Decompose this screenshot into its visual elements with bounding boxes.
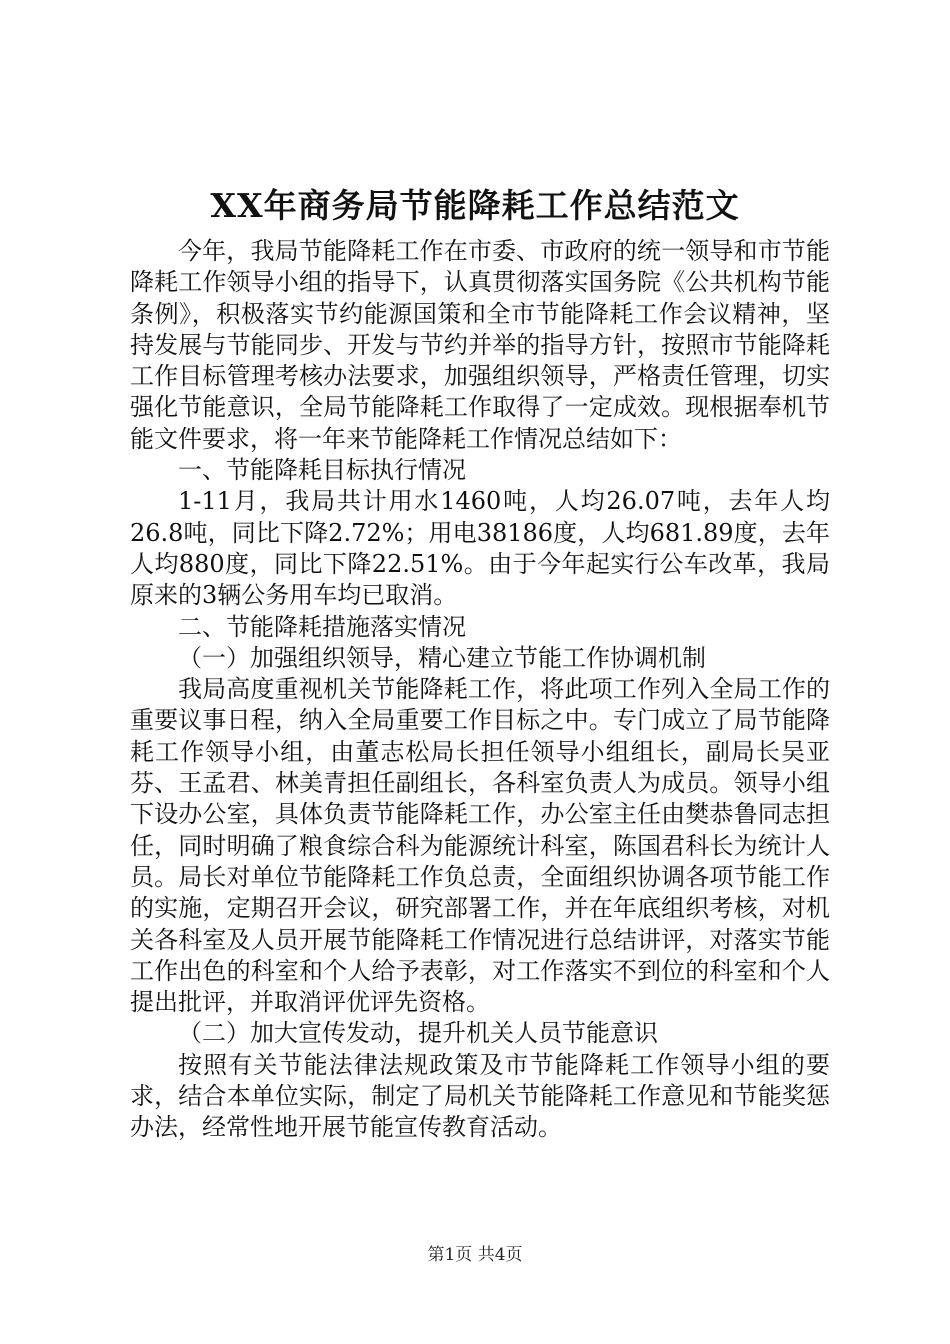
document-body xyxy=(130,236,830,1144)
paragraph-publicity: 按照有关节能法律法规政策及市节能降耗工作领导小组的要求，结合本单位实际，制定了局机关节能降耗工作意见和节能奖惩办法，经常性地开展节能宣传教育活动。 xyxy=(130,1050,830,1142)
intro-paragraph: 今年，我局节能降耗工作在市委、市政府的统一领导和市节能降耗工作领导小组的指导下，认真贯彻落实国务院《公共机构节能条例》，积极落实节约能源国策和全市节能降耗工作会议精神，坚持发展与节能同步、开发与节约并举的指导方针，按照市节能降耗工作目标管理考核办法要求，加强组织领导，严格责任管理，切实强化节能意识，全局节能降耗工作取得了一定成效。现根据奉机节能文件要求，将一年来节能降耗工作情况总结如下： xyxy=(130,237,830,453)
subsection-heading-1: （一）加强组织领导，精心建立节能工作协调机制 xyxy=(178,643,706,672)
paragraph-usage-stats: 1-11月，我局共计用水1460吨，人均26.07吨，去年人均26.8吨，同比下降2.72%；用电38186度，人均681.89度，去年人均880度，同比下降22.51%。由于今年起实行公车改革，我局原来的3辆公务用车均已取消。 xyxy=(130,487,830,610)
section-heading-2: 二、节能降耗措施落实情况 xyxy=(178,612,466,641)
paragraph-organization: 我局高度重视机关节能降耗工作，将此项工作列入全局工作的重要议事日程，纳入全局重要工作目标之中。专门成立了局节能降耗工作领导小组，由董志松局长担任领导小组组长，副局长吴亚芬、王孟君、林美青担任副组长，各科室负责人为成员。领导小组下设办公室，具体负责节能降耗工作，办公室主任由樊恭鲁同志担任，同时明确了粮食综合科为能源统计科室，陈国君科长为统计人员。局长对单位节能降耗工作负总责，全面组织协调各项节能工作的实施，定期召开会议，研究部署工作，并在年底组织考核，对机关各科室及人员开展节能降耗工作情况进行总结讲评，对落实节能工作出色的科室和个人给予表彰，对工作落实不到位的科室和个人提出批评，并取消评优评先资格。 xyxy=(130,675,830,1017)
section-heading-1: 一、节能降耗目标执行情况 xyxy=(178,456,466,485)
subsection-heading-2: （二）加大宣传发动，提升机关人员节能意识 xyxy=(178,1019,658,1048)
document-title: XX年商务局节能降耗工作总结范文 xyxy=(210,186,740,225)
page-footer: 第1页 共4页 xyxy=(427,1245,523,1265)
